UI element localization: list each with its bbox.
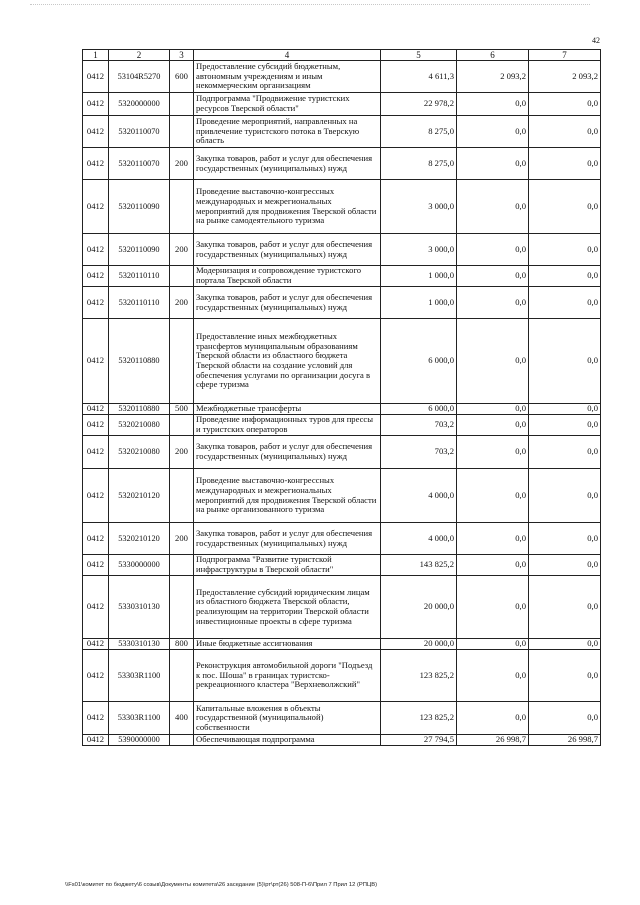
row-amount-3-cell: 0,0 <box>529 180 601 234</box>
row-amount-2-cell: 0,0 <box>457 180 529 234</box>
row-code-cell: 0412 <box>83 266 109 287</box>
row-description-cell: Проведение выставочно-конгрессных международных и межрегиональных мероприятий для продвижения Тверской области на рынке самодеятельного туризма <box>194 180 381 234</box>
row-expense-type-cell <box>170 180 194 234</box>
row-amount-3-cell: 0,0 <box>529 415 601 436</box>
row-code-cell: 0412 <box>83 702 109 735</box>
page-number: 42 <box>592 36 600 45</box>
table-row <box>83 702 601 735</box>
row-expense-type-cell <box>170 735 194 746</box>
row-amount-1-cell: 27 794,5 <box>381 735 457 746</box>
row-item-code-cell: 5320110070 <box>109 148 170 180</box>
row-description-cell: Закупка товаров, работ и услуг для обеспечения государственных (муниципальных) нужд <box>194 287 381 319</box>
row-amount-1-cell: 1 000,0 <box>381 287 457 319</box>
column-header: 7 <box>529 50 601 61</box>
row-code-cell: 0412 <box>83 61 109 93</box>
row-description-cell: Капитальные вложения в объекты государственной (муниципальной) собственности <box>194 702 381 735</box>
row-code-cell: 0412 <box>83 436 109 469</box>
row-description-cell: Подпрограмма "Продвижение туристских ресурсов Тверской области" <box>194 93 381 116</box>
row-code-cell: 0412 <box>83 415 109 436</box>
row-amount-2-cell: 0,0 <box>457 702 529 735</box>
table-row <box>83 93 601 116</box>
row-amount-2-cell: 0,0 <box>457 319 529 404</box>
row-code-cell: 0412 <box>83 93 109 116</box>
row-amount-2-cell: 0,0 <box>457 436 529 469</box>
table-row <box>83 469 601 523</box>
row-item-code-cell: 5330310130 <box>109 639 170 650</box>
row-amount-2-cell: 0,0 <box>457 287 529 319</box>
row-amount-1-cell: 8 275,0 <box>381 116 457 148</box>
row-amount-1-cell: 20 000,0 <box>381 576 457 639</box>
row-amount-3-cell: 2 093,2 <box>529 61 601 93</box>
table-row <box>83 116 601 148</box>
row-item-code-cell: 5320210080 <box>109 436 170 469</box>
row-expense-type-cell: 200 <box>170 287 194 319</box>
row-item-code-cell: 5320210120 <box>109 523 170 555</box>
table-row <box>83 404 601 415</box>
row-item-code-cell: 5320110880 <box>109 319 170 404</box>
table-row <box>83 148 601 180</box>
row-amount-3-cell: 0,0 <box>529 266 601 287</box>
row-description-cell: Проведение мероприятий, направленных на привлечение туристского потока в Тверскую область <box>194 116 381 148</box>
row-item-code-cell: 53303R1100 <box>109 650 170 702</box>
row-code-cell: 0412 <box>83 180 109 234</box>
row-code-cell: 0412 <box>83 234 109 266</box>
row-amount-2-cell: 0,0 <box>457 266 529 287</box>
row-amount-3-cell: 0,0 <box>529 287 601 319</box>
row-item-code-cell: 5320210120 <box>109 469 170 523</box>
table-row <box>83 650 601 702</box>
row-description-cell: Закупка товаров, работ и услуг для обеспечения государственных (муниципальных) нужд <box>194 436 381 469</box>
table-row <box>83 576 601 639</box>
row-amount-2-cell: 0,0 <box>457 415 529 436</box>
row-amount-2-cell: 0,0 <box>457 523 529 555</box>
column-header: 4 <box>194 50 381 61</box>
row-amount-2-cell: 26 998,7 <box>457 735 529 746</box>
row-expense-type-cell <box>170 576 194 639</box>
row-item-code-cell: 5320110090 <box>109 180 170 234</box>
table-row <box>83 523 601 555</box>
row-item-code-cell: 5320110880 <box>109 404 170 415</box>
row-item-code-cell: 5320210080 <box>109 415 170 436</box>
row-amount-1-cell: 1 000,0 <box>381 266 457 287</box>
row-amount-2-cell: 0,0 <box>457 469 529 523</box>
table-row <box>83 234 601 266</box>
row-code-cell: 0412 <box>83 523 109 555</box>
row-amount-2-cell: 0,0 <box>457 116 529 148</box>
row-description-cell: Подпрограмма "Развитие туристской инфраструктуры в Тверской области" <box>194 555 381 576</box>
row-expense-type-cell: 200 <box>170 523 194 555</box>
row-amount-2-cell: 0,0 <box>457 234 529 266</box>
row-expense-type-cell <box>170 319 194 404</box>
row-description-cell: Предоставление субсидий юридическим лицам из областного бюджета Тверской области, реализующим на территории Тверской области инвестиционные проекты в сфере туризма <box>194 576 381 639</box>
table-row <box>83 735 601 746</box>
scan-top-edge <box>30 4 590 5</box>
row-expense-type-cell: 800 <box>170 639 194 650</box>
row-code-cell: 0412 <box>83 639 109 650</box>
row-amount-3-cell: 0,0 <box>529 650 601 702</box>
table-row <box>83 287 601 319</box>
row-description-cell: Реконструкция автомобильной дороги "Подъезд к пос. Шоша" в границах туристско-рекреационного кластера "Верхневолжский" <box>194 650 381 702</box>
table-header-row <box>83 50 601 61</box>
row-code-cell: 0412 <box>83 650 109 702</box>
row-expense-type-cell: 600 <box>170 61 194 93</box>
row-amount-3-cell: 0,0 <box>529 116 601 148</box>
column-header: 3 <box>170 50 194 61</box>
table-row <box>83 319 601 404</box>
row-code-cell: 0412 <box>83 576 109 639</box>
row-amount-3-cell: 26 998,7 <box>529 735 601 746</box>
row-description-cell: Предоставление субсидий бюджетным, автономным учреждениям и иным некоммерческим организациям <box>194 61 381 93</box>
row-amount-1-cell: 143 825,2 <box>381 555 457 576</box>
row-expense-type-cell: 400 <box>170 702 194 735</box>
row-expense-type-cell: 200 <box>170 436 194 469</box>
row-expense-type-cell <box>170 415 194 436</box>
row-amount-1-cell: 4 611,3 <box>381 61 457 93</box>
row-amount-3-cell: 0,0 <box>529 639 601 650</box>
table-row <box>83 555 601 576</box>
row-code-cell: 0412 <box>83 148 109 180</box>
row-code-cell: 0412 <box>83 469 109 523</box>
row-amount-3-cell: 0,0 <box>529 523 601 555</box>
row-amount-1-cell: 123 825,2 <box>381 702 457 735</box>
row-description-cell: Обеспечивающая подпрограмма <box>194 735 381 746</box>
row-description-cell: Закупка товаров, работ и услуг для обеспечения государственных (муниципальных) нужд <box>194 234 381 266</box>
table-row <box>83 266 601 287</box>
column-header: 1 <box>83 50 109 61</box>
row-description-cell: Проведение информационных туров для прессы и туристских операторов <box>194 415 381 436</box>
row-code-cell: 0412 <box>83 555 109 576</box>
row-amount-1-cell: 4 000,0 <box>381 523 457 555</box>
row-expense-type-cell <box>170 650 194 702</box>
column-header: 5 <box>381 50 457 61</box>
row-description-cell: Проведение выставочно-конгрессных международных и межрегиональных мероприятий для продвижения Тверской области на рынке организованного туризма <box>194 469 381 523</box>
table-row <box>83 639 601 650</box>
table-row <box>83 415 601 436</box>
row-item-code-cell: 53104R5270 <box>109 61 170 93</box>
row-amount-3-cell: 0,0 <box>529 404 601 415</box>
row-code-cell: 0412 <box>83 735 109 746</box>
row-expense-type-cell: 200 <box>170 234 194 266</box>
row-amount-2-cell: 0,0 <box>457 576 529 639</box>
row-amount-2-cell: 0,0 <box>457 93 529 116</box>
row-amount-2-cell: 0,0 <box>457 650 529 702</box>
row-description-cell: Закупка товаров, работ и услуг для обеспечения государственных (муниципальных) нужд <box>194 148 381 180</box>
row-expense-type-cell <box>170 116 194 148</box>
row-amount-1-cell: 703,2 <box>381 415 457 436</box>
row-item-code-cell: 5390000000 <box>109 735 170 746</box>
row-amount-1-cell: 4 000,0 <box>381 469 457 523</box>
row-code-cell: 0412 <box>83 116 109 148</box>
row-item-code-cell: 5330310130 <box>109 576 170 639</box>
row-amount-2-cell: 0,0 <box>457 148 529 180</box>
row-item-code-cell: 53303R1100 <box>109 702 170 735</box>
row-item-code-cell: 5320110110 <box>109 266 170 287</box>
row-amount-1-cell: 6 000,0 <box>381 404 457 415</box>
table-row <box>83 436 601 469</box>
row-expense-type-cell <box>170 469 194 523</box>
row-description-cell: Модернизация и сопровождение туристского портала Тверской области <box>194 266 381 287</box>
row-amount-3-cell: 0,0 <box>529 234 601 266</box>
row-expense-type-cell: 500 <box>170 404 194 415</box>
budget-table <box>82 49 601 746</box>
file-path-footer: \\Fs01\комитет по бюджету\6 созыв\Документы комитета\26 заседание (5)\рт\рт(26) 508-П-6\Прил 7 Прил 12 (РПЦВ) <box>65 882 378 888</box>
column-header: 6 <box>457 50 529 61</box>
table-row <box>83 180 601 234</box>
row-description-cell: Иные бюджетные ассигнования <box>194 639 381 650</box>
row-item-code-cell: 5330000000 <box>109 555 170 576</box>
row-item-code-cell: 5320000000 <box>109 93 170 116</box>
row-expense-type-cell <box>170 266 194 287</box>
column-header: 2 <box>109 50 170 61</box>
row-code-cell: 0412 <box>83 287 109 319</box>
row-amount-1-cell: 22 978,2 <box>381 93 457 116</box>
row-amount-1-cell: 123 825,2 <box>381 650 457 702</box>
row-amount-3-cell: 0,0 <box>529 93 601 116</box>
row-description-cell: Закупка товаров, работ и услуг для обеспечения государственных (муниципальных) нужд <box>194 523 381 555</box>
row-amount-3-cell: 0,0 <box>529 576 601 639</box>
row-amount-3-cell: 0,0 <box>529 555 601 576</box>
row-amount-2-cell: 0,0 <box>457 404 529 415</box>
row-expense-type-cell <box>170 555 194 576</box>
row-amount-1-cell: 8 275,0 <box>381 148 457 180</box>
row-amount-2-cell: 2 093,2 <box>457 61 529 93</box>
row-amount-3-cell: 0,0 <box>529 319 601 404</box>
row-item-code-cell: 5320110090 <box>109 234 170 266</box>
row-code-cell: 0412 <box>83 404 109 415</box>
row-amount-1-cell: 703,2 <box>381 436 457 469</box>
row-code-cell: 0412 <box>83 319 109 404</box>
table-row <box>83 61 601 93</box>
row-amount-1-cell: 20 000,0 <box>381 639 457 650</box>
row-amount-1-cell: 3 000,0 <box>381 180 457 234</box>
row-amount-2-cell: 0,0 <box>457 555 529 576</box>
row-amount-1-cell: 3 000,0 <box>381 234 457 266</box>
row-item-code-cell: 5320110110 <box>109 287 170 319</box>
row-amount-1-cell: 6 000,0 <box>381 319 457 404</box>
row-description-cell: Межбюджетные трансферты <box>194 404 381 415</box>
row-expense-type-cell <box>170 93 194 116</box>
row-expense-type-cell: 200 <box>170 148 194 180</box>
row-amount-3-cell: 0,0 <box>529 702 601 735</box>
row-item-code-cell: 5320110070 <box>109 116 170 148</box>
row-amount-3-cell: 0,0 <box>529 148 601 180</box>
row-amount-3-cell: 0,0 <box>529 436 601 469</box>
row-description-cell: Предоставление иных межбюджетных трансфертов муниципальным образованиям Тверской области из областного бюджета Тверской области на создание условий для обеспечения услугами по организации досуга в сфере туризма <box>194 319 381 404</box>
row-amount-2-cell: 0,0 <box>457 639 529 650</box>
row-amount-3-cell: 0,0 <box>529 469 601 523</box>
